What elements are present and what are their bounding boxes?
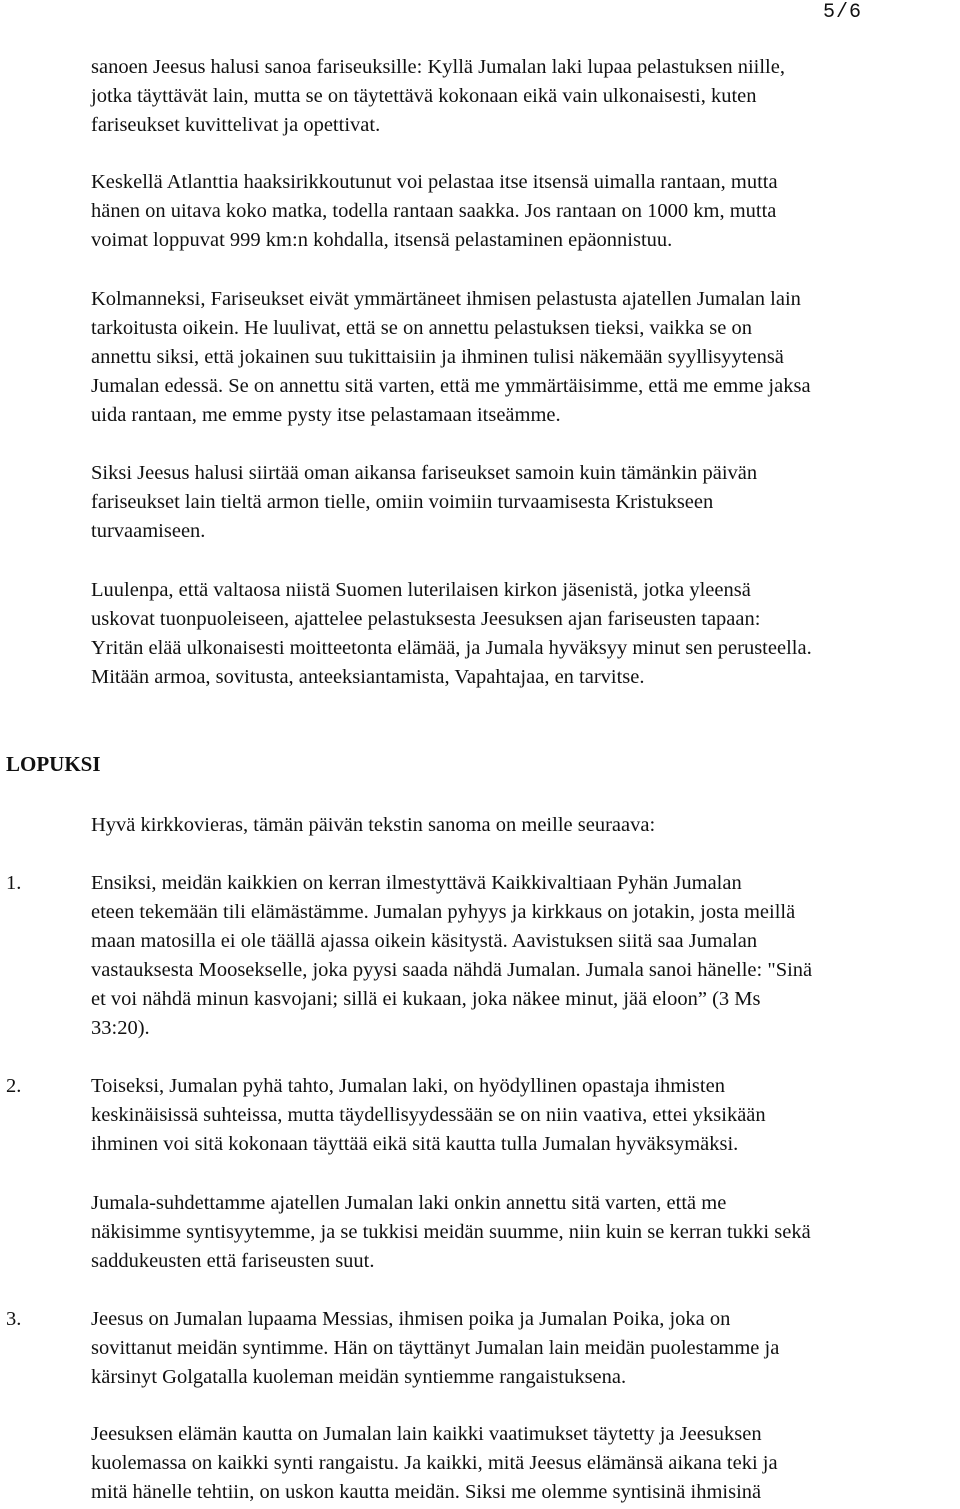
text-line: uida rantaan, me emme pysty itse pelastamaan itseämme.: [91, 404, 561, 426]
text-line: annettu siksi, että jokainen suu tukittaisiin ja ihminen tulisi näkemään syyllisyytensä: [91, 346, 784, 368]
text-line: uskovat tuonpuoleiseen, ajattelee pelastuksesta Jeesuksen ajan fariseusten tapaan:: [91, 608, 761, 630]
list-number-1: 1.: [6, 872, 22, 894]
paragraph-thirdly: [91, 285, 960, 430]
text-line: Jeesus on Jumalan lupaama Messias, ihmisen poika ja Jumalan Poika, joka on: [91, 1308, 731, 1330]
text-line: mitä hänelle tehtiin, on uskon kautta meidän. Siksi me olemme syntisinä ihmisinä: [91, 1481, 762, 1503]
list-item-3-continuation: [91, 1420, 960, 1507]
paragraph-therefore: [91, 459, 960, 546]
text-line: hänen on uitava koko matka, todella rantaan saakka. Jos rantaan on 1000 km, mutta: [91, 200, 777, 222]
text-line: vastauksesta Moosekselle, joka pyysi saada nähdä Jumalan. Jumala sanoi hänelle: "Sinä: [91, 959, 813, 981]
text-line: turvaamiseen.: [91, 520, 206, 542]
text-line: Siksi Jeesus halusi siirtää oman aikansa fariseukset samoin kuin tämänkin päivän: [91, 462, 758, 484]
list-item-2: [91, 1072, 960, 1159]
text-line: keskinäisissä suhteissa, mutta täydellisyydessään se on niin vaativa, ettei yksikään: [91, 1104, 766, 1126]
paragraph-pharisees-law: [91, 53, 960, 140]
text-line: Ensiksi, meidän kaikkien on kerran ilmestyttävä Kaikkivaltiaan Pyhän Jumalan: [91, 872, 742, 894]
text-line: tarkoitusta oikein. He luulivat, että se on annettu pelastuksen tieksi, vaikka se on: [91, 317, 752, 339]
paragraph-atlantic-example: [91, 168, 960, 255]
text-line: saddukeusten että fariseusten suut.: [91, 1250, 375, 1272]
text-line: Kolmanneksi, Fariseukset eivät ymmärtäneet ihmisen pelastusta ajatellen Jumalan lain: [91, 288, 801, 310]
list-item-1: [91, 869, 960, 1043]
list-item-3: [91, 1305, 960, 1392]
text-line: maan matosilla ei ole täällä ajassa oikein käsitystä. Aavistuksen siitä saa Jumalan: [91, 930, 758, 952]
page-number: 5/6: [822, 1, 862, 24]
text-line: jotka täyttävät lain, mutta se on täytettävä kokonaan eikä vain ulkonaisesti, kuten: [91, 85, 757, 107]
text-line: kuolemassa on kaikki synti rangaistu. Ja kaikki, mitä Jeesus elämänsä aikana teki ja: [91, 1452, 778, 1474]
text-line: ihminen voi sitä kokonaan täyttää eikä sitä kautta tulla Jumalan hyväksymäksi.: [91, 1133, 739, 1155]
text-line: Jumala-suhdettamme ajatellen Jumalan laki onkin annettu sitä varten, että me: [91, 1192, 727, 1214]
text-line: eteen tekemään tili elämästämme. Jumalan pyhyys ja kirkkaus on jotakin, josta meillä: [91, 901, 796, 923]
text-line: fariseukset lain tieltä armon tielle, omiin voimiin turvaamisesta Kristukseen: [91, 491, 714, 513]
text-line: sanoen Jeesus halusi sanoa fariseuksille: Kyllä Jumalan laki lupaa pelastuksen niille,: [91, 56, 785, 78]
text-line: näkisimme syntisyytemme, ja se tukkisi meidän suumme, niin kuin se kerran tukki sekä: [91, 1221, 811, 1243]
text-line: et voi nähdä minun kasvojani; sillä ei kukaan, joka näkee minut, jää eloon” (3 Ms: [91, 988, 761, 1010]
text-line: sovittanut meidän syntimme. Hän on täyttänyt Jumalan lain meidän puolestamme ja: [91, 1337, 780, 1359]
text-line: 33:20).: [91, 1017, 150, 1039]
paragraph-lutherans: [91, 576, 960, 692]
text-line: Luulenpa, että valtaosa niistä Suomen luterilaisen kirkon jäsenistä, jotka yleensä: [91, 579, 751, 601]
text-line: Jumalan edessä. Se on annettu sitä varten, että me ymmärtäisimme, että me emme jaksa: [91, 375, 811, 397]
list-number-2: 2.: [6, 1075, 22, 1097]
text-line: Keskellä Atlanttia haaksirikkoutunut voi pelastaa itse itsensä uimalla rantaan, mutta: [91, 171, 778, 193]
text-line: Toiseksi, Jumalan pyhä tahto, Jumalan laki, on hyödyllinen opastaja ihmisten: [91, 1075, 725, 1097]
text-line: fariseukset kuvittelivat ja opettivat.: [91, 114, 381, 136]
text-line: Yritän elää ulkonaisesti moitteetonta elämää, ja Jumala hyväksyy minut sen perusteella.: [91, 637, 812, 659]
text-line: Jeesuksen elämän kautta on Jumalan lain kaikki vaatimukset täytetty ja Jeesuksen: [91, 1423, 762, 1445]
list-item-2-continuation: [91, 1189, 960, 1276]
intro-line: Hyvä kirkkovieras, tämän päivän tekstin sanoma on meille seuraava:: [91, 814, 656, 836]
text-line: Mitään armoa, sovitusta, anteeksiantamista, Vapahtajaa, en tarvitse.: [91, 666, 645, 688]
section-heading: LOPUKSI: [6, 752, 101, 776]
text-line: kärsinyt Golgatalla kuoleman meidän syntiemme rangaistuksena.: [91, 1366, 627, 1388]
text-line: voimat loppuvat 999 km:n kohdalla, itsensä pelastaminen epäonnistuu.: [91, 229, 673, 251]
list-number-3: 3.: [6, 1308, 22, 1330]
